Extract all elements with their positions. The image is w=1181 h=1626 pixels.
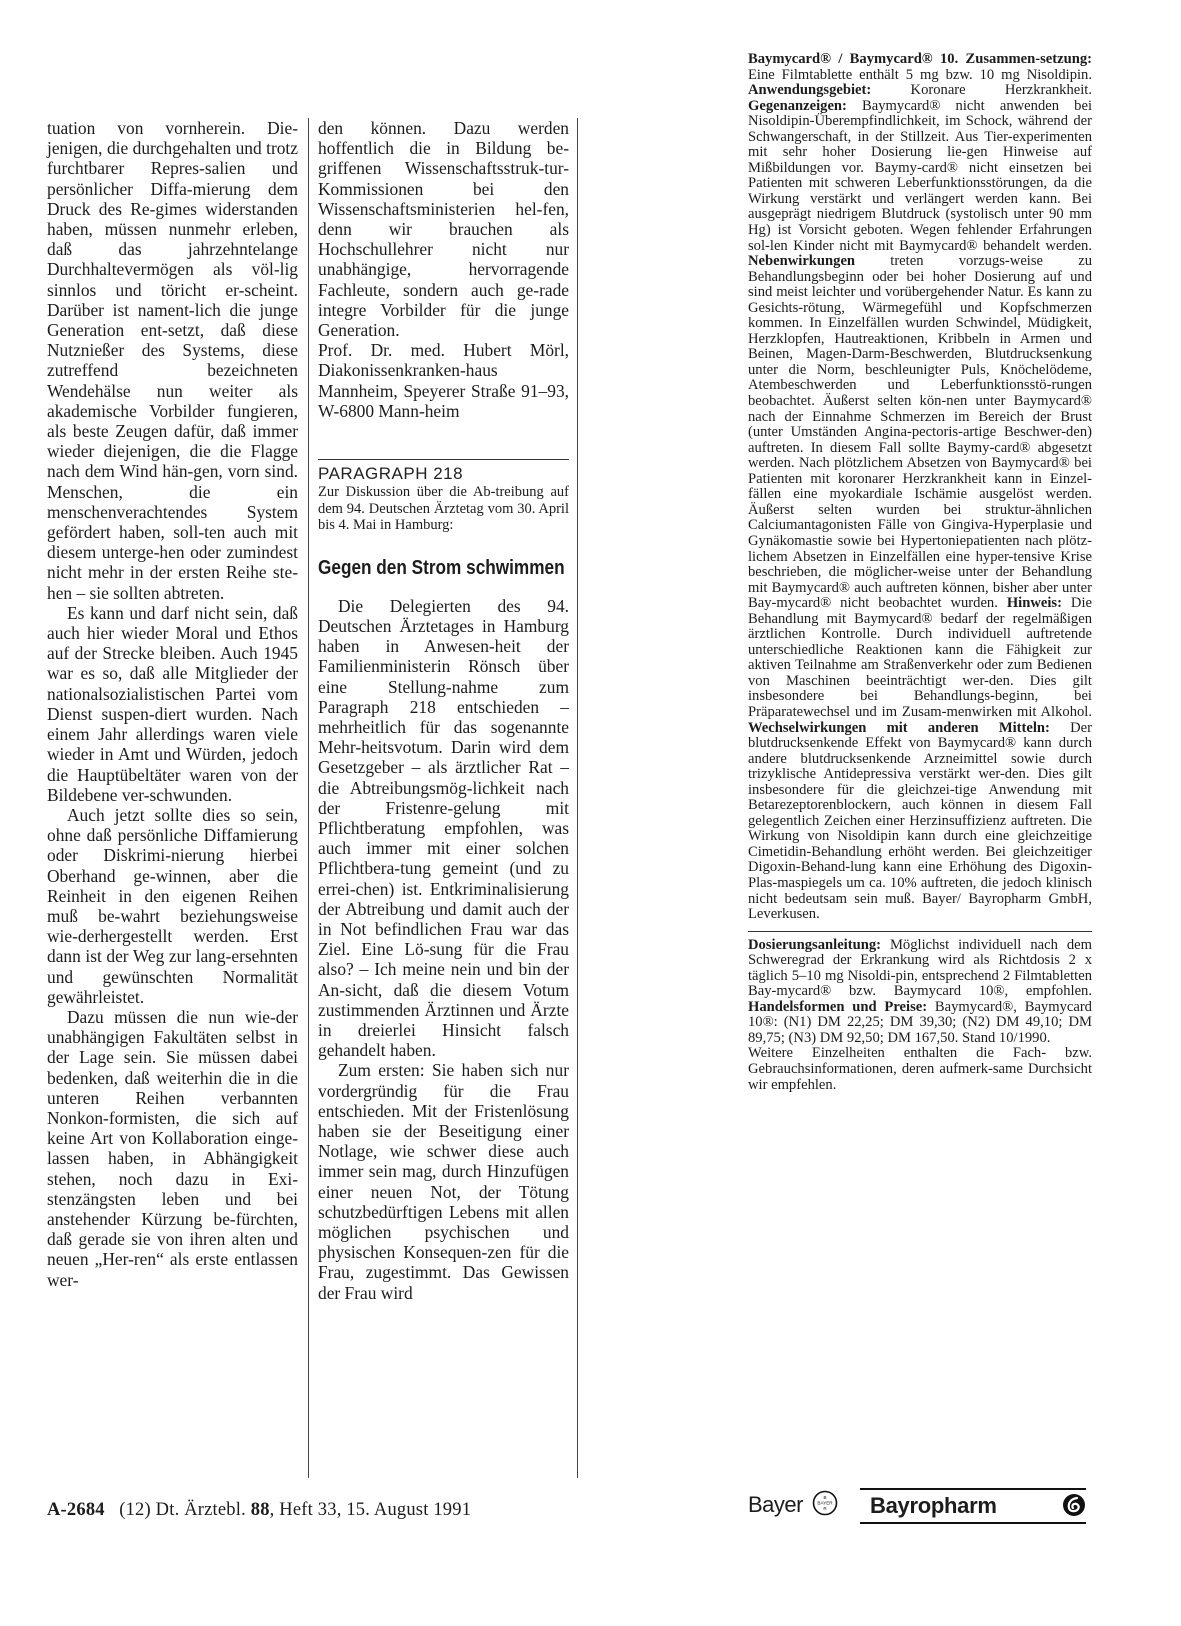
ad-term-heading: Nebenwirkungen — [748, 253, 856, 270]
article-column-1 — [47, 118, 298, 1290]
ad-text: Möglichst individuell nach dem Schweregrad der Erkrankung wird als Richtdosis 2 x täglich 5–10 mg Nisoldi-pin, entsprechend 2 Filmtabletten Bay-mycard® bzw. Baymycard 10®, empfohlen. — [748, 936, 1092, 1000]
ad-term-heading: Wechselwirkungen mit anderen Mitteln: — [748, 719, 1050, 736]
prescribing-information — [748, 52, 1092, 923]
paragraph: Es kann und darf nicht sein, daß auch hier wieder Moral und Ethos auf der Strecke bleiben. Auch 1945 war es so, daß alle Mitglieder der nationalsozialistischen Partei vom Dienst suspen-diert wurden. Nach einem Jahr allerdings waren viele wieder in Amt und Würden, jedoch die Hauptübeltäter waren von der Bildebene ver-schwunden. — [47, 602, 298, 805]
section-heading: PARAGRAPH 218 — [318, 459, 569, 484]
drug-advertisement — [748, 52, 1092, 1093]
ad-term-heading: Gegenanzeigen: — [748, 97, 847, 114]
author-signature: Prof. Dr. med. Hubert Mörl, Diakonissenkranken-haus Mannheim, Speyerer Straße 91–93, W-6800 Mann-heim — [318, 340, 569, 421]
article-column-2 — [318, 118, 569, 1303]
bayropharm-logo — [860, 1488, 1086, 1524]
ad-term-heading: Baymycard® / Baymycard® 10. Zusammen-setzung: — [748, 51, 1092, 67]
svg-text:R: R — [823, 1506, 827, 1512]
paragraph: Auch jetzt sollte dies so sein, ohne daß persönliche Diffamierung oder Diskrimi-nierung hierbei Oberhand ge-winnen, aber die Reinheit in den eigenen Reihen muß be-wahrt beziehungsweise wie-derhergestellt werden. Erst dann ist der Weg zur lang-ersehnten und gewünschten Normalität gewährleistet. — [47, 804, 298, 1007]
ad-text: Der blutdrucksenkende Effekt von Baymycard® kann durch andere blutdrucksenkende Arzneimittel sowie durch trizyklische Antidepressiva verstärkt wer-den. Dies gilt insbesondere für die gleichzei-tige Anwendung mit Betarezeptorenblockern, auch können in diesem Fall gelegentlich Zeichen einer Herzinsuffizienz auftreten. Die Wirkung von Nisoldipin kann durch eine gleichzeitige Cimetidin-Behandlung erhöht werden. Bei gleichzeitiger Digoxin-Behand-lung kann eine Erhöhung des Digoxin-Plas-maspiegels um ca. 10% auftreten, die jedoch klinisch nicht bedeutsam sein muß. Bayer/ Bayropharm GmbH, Leverkusen. — [748, 719, 1092, 923]
ad-term-heading: Anwendungsgebiet: — [748, 82, 872, 99]
dosage-information — [748, 938, 1092, 1047]
svg-text:B: B — [823, 1495, 827, 1500]
volume-number: 88 — [250, 1500, 270, 1520]
advertiser-logos — [748, 1488, 1092, 1524]
paragraph: Zum ersten: Sie haben sich nur vordergründig für die Frau entschieden. Mit der Fristenlösung haben sie der Beseitigung einer Notlage, wie schwer diese auch immer sein mag, durch Hinzufügen einer neuen Not, der Tötung schutzbedürftigen Lebens mit allen möglichen psychischen und physischen Konsequen-zen für die Frau, zugestimmt. Das Gewissen der Frau wird — [318, 1060, 569, 1303]
bayer-logo-text: Bayer — [748, 1492, 803, 1517]
issue-date: , Heft 33, 15. August 1991 — [269, 1500, 472, 1520]
paragraph: Dazu müssen die nun wie-der unabhängigen Fakultäten selbst in der Lage sein. Sie müssen dabei bedenken, daß weiterhin die in die unteren Reihen verbannten Nonkon-formisten, die sich auf keine Art von Kollaboration einge-lassen haben, in Abhängigkeit stehen, noch dazu in Exi-stenzängsten leben und bei anstehender Kürzung be-fürchten, daß gerade sie von ihren alten und neuen „Her-ren“ als erste entlassen wer- — [47, 1006, 298, 1290]
svg-text:BAYER: BAYER — [817, 1500, 833, 1506]
ad-text: Baymycard® nicht anwenden bei Nisoldipin-Überempfindlichkeit, im Schock, während der Schwangerschaft, in der Stillzeit. Aus Tier-experimenten mit sehr hoher Dosierung lie-gen Hinweise auf Mißbildungen vor. Baymy-card® nicht einsetzen bei Patienten mit schweren Leberfunktionsstörungen, da die Wirkung verstärkt und verlängert werden kann. Bei ausgeprägt niedrigem Blutdruck (systolisch unter 90 mm Hg) ist Vorsicht geboten. Wegen fehlender Erfahrungen sol-len Kinder nicht mit Baymycard® behandelt werden. — [748, 97, 1092, 254]
ad-text: Eine Filmtablette enthält 5 mg bzw. 10 mg Nisoldipin. — [748, 66, 1092, 83]
ad-text: Baymycard®, Baymycard 10®: (N1) DM 22,25; DM 39,30; (N2) DM 49,10; DM 89,75; (N3) DM 92,50; DM 167,50. Stand 10/1990. — [748, 998, 1092, 1046]
ad-text: treten vorzugs-weise zu Behandlungsbeginn oder bei hoher Dosierung auf und sind meist leichter und vorübergehender Natur. Es kann zu Gesichts-rötung, Wärmegefühl und Kopfschmerzen kommen. In Einzelfällen wurden Schwindel, Müdigkeit, Herzklopfen, Hautreaktionen, Kribbeln in Armen und Beinen, Magen-Darm-Beschwerden, Blutdrucksenkung unter die Norm, beschleunigter Puls, Knöchelödeme, Atembeschwerden und Leberfunktionsstö-rungen beobachtet. Äußerst selten kön-nen unter Baymycard® nach der Einnahme Schmerzen im Bereich der Brust (unter Umständen Angina-pectoris-artige Beschwer-den) auftreten. In diesem Fall sollte Baymy-card® abgesetzt werden. Nach plötzlichem Absetzen von Baymycard® bei Patienten mit koronarer Herzkrankheit kann in Einzel-fällen eine myokardiale Ischämie ausgelöst werden. Äußerst selten wurden bei struktur-ähnlichen Calciumantagonisten Fälle von Gingiva-Hyperplasie und Gynäkomastie sowie bei Hypertoniepatienten nach plötz-lichem Absetzen in Einzelfällen eine hyper-tensive Krise beschrieben, die möglicher-weise unter der Behandlung mit Baymycard® auch auftreten können, bisher aber unter Bay-mycard® nicht beobachtet wurden. — [748, 253, 1092, 612]
ad-term-heading: Hinweis: — [1006, 595, 1062, 612]
column-divider-2 — [577, 118, 578, 1478]
journal-citation: (12) Dt. Ärztebl. — [119, 1500, 251, 1520]
ad-text: Die Behandlung mit Baymycard® bedarf der regelmäßigen ärztlichen Kontrolle. Durch individuell auftretende unterschiedliche Reaktionen kann die Fähigkeit zur aktiven Teilnahme am Straßenverkehr oder zum Bedienen von Maschinen beeinträchtigt wer-den. Dies gilt insbesondere bei Behandlungs-beginn, bei Präparatewechsel und im Zusam-menwirken mit Alkohol. — [748, 595, 1092, 720]
column-divider-1 — [308, 118, 309, 1478]
page-number: A-2684 — [47, 1500, 105, 1520]
ad-term-heading: Dosierungsanleitung: — [748, 936, 881, 953]
paragraph: den können. Dazu werden hoffentlich die in Bildung be-griffenen Wissenschaftsstruk-tur-Kommissionen bei den Wissenschaftsministerien hel-fen, denn wir brauchen als Hochschullehrer nicht nur unabhängige, hervorragende Fachleute, sondern auch ge-rade integre Vorbilder für die junge Generation. — [318, 118, 569, 341]
section-intro: Zur Diskussion über die Ab-treibung auf dem 94. Deutschen Ärztetag vom 30. April bis 4. Mai in Hamburg: — [318, 484, 569, 534]
further-information: Weitere Einzelheiten enthalten die Fach- bzw. Gebrauchsinformationen, deren aufmerk-same Durchsicht wir empfehlen. — [748, 1045, 1092, 1093]
paragraph: tuation von vornherein. Die-jenigen, die durchgehalten und trotz furchtbarer Repres-salien und persönlicher Diffa-mierung dem Druck des Re-gimes widerstanden haben, müssen nunmehr erleben, daß das jahrzehntelange Durchhaltevermögen als völ-lig sinnlos und töricht er-scheint. Darüber ist nament-lich die junge Generation ent-setzt, daß diese Nutznießer des Systems, diese zutreffend bezeichneten Wendehälse nun weiter als akademische Vorbilder fungieren, als beste Zeugen dafür, daß immer wieder diejenigen, die die Flagge nach dem Wind hän-gen, vorn sind. Menschen, die ein menschenverachtendes System gefördert haben, soll-ten auch mit diesem unterge-hen oder zumindest nicht mehr in der ersten Reihe ste-hen – sie sollten abtreten. — [47, 118, 298, 603]
ad-term-heading: Handelsformen und Preise: — [748, 998, 928, 1015]
divider — [748, 931, 1092, 932]
ad-text: Koronare Herzkrankheit. — [871, 82, 1092, 99]
article-headline: Gegen den Strom schwimmen — [318, 556, 565, 579]
bayropharm-emblem-icon — [1062, 1493, 1086, 1522]
bayropharm-logo-text: Bayropharm — [870, 1493, 997, 1518]
bayer-cross-icon — [812, 1490, 838, 1521]
paragraph: Die Delegierten des 94. Deutschen Ärztetages in Hamburg haben in Anwesen-heit der Familienministerin Rönsch über eine Stellung-nahme zum Paragraph 218 entschieden – mehrheitlich für das sogenannte Mehr-heitsvotum. Darin wird dem Gesetzgeber – als ärztlicher Rat – die Abtreibungsmög-lichkeit nach der Fristenre-gelung mit Pflichtberatung empfohlen, was auch immer mit einer solchen Pflichtbera-tung gemeint (und zu errei-chen) ist. Entkriminalisierung der Abtreibung und damit auch der in Not befindlichen Frau war das Ziel. Eine Lö-sung für die Frau also? – Ich meine nein und bin der An-sicht, daß die diesem Votum zustimmenden Ärztinnen und Ärzte in dreierlei Hinsicht falsch gehandelt haben. — [318, 595, 569, 1061]
page-footer — [47, 1500, 471, 1521]
